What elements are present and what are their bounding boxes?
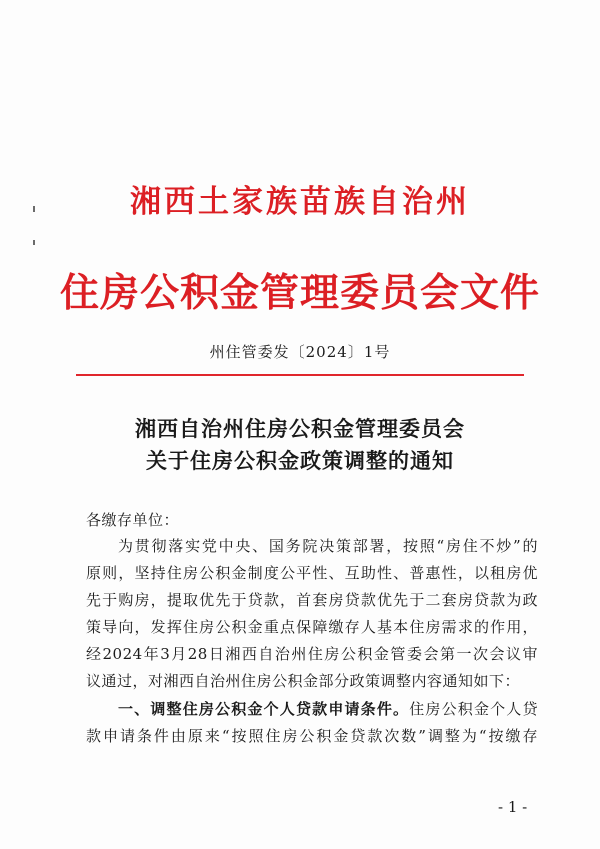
salutation: 各缴存单位： (86, 511, 180, 529)
section-1-text: 住房公积金个人贷 (409, 700, 538, 718)
section-1-heading: 一、调整住房公积金个人贷款申请条件。 (118, 700, 410, 718)
section-1-line-2: 款申请条件由原来“按照住房公积金贷款次数”调整为“按缴存 (86, 727, 538, 745)
paragraph-line: 原则，坚持住房公积金制度公平性、互助性、普惠性，以租房优 (86, 564, 538, 582)
paragraph-line: 先于购房，提取优先于贷款，首套房贷款优先于二套房贷款为政 (86, 591, 538, 609)
issuer-committee-heading: 住房公积金管理委员会文件 (59, 271, 540, 316)
binding-mark (33, 240, 35, 245)
red-separator-rule (76, 374, 524, 376)
page-number: - 1 - (498, 798, 528, 816)
notice-title-line-2: 关于住房公积金政策调整的通知 (146, 448, 454, 473)
paragraph-line: 议通过，对湘西自治州住房公积金部分政策调整内容通知如下： (86, 672, 521, 690)
issuer-region-heading: 湘西土家族苗族自治州 (130, 184, 470, 220)
document-number: 州住管委发〔2024〕1号 (209, 343, 391, 361)
paragraph-line: 策导向，发挥住房公积金重点保障缴存人基本住房需求的作用， (86, 618, 538, 636)
section-1-line-1 (118, 697, 538, 721)
paragraph-line: 经2024年3月28日湘西自治州住房公积金管委会第一次会议审 (86, 645, 538, 663)
notice-title-line-1: 湘西自治州住房公积金管理委员会 (135, 416, 465, 441)
paragraph-line: 为贯彻落实党中央、国务院决策部署，按照“房住不炒”的 (118, 537, 538, 555)
